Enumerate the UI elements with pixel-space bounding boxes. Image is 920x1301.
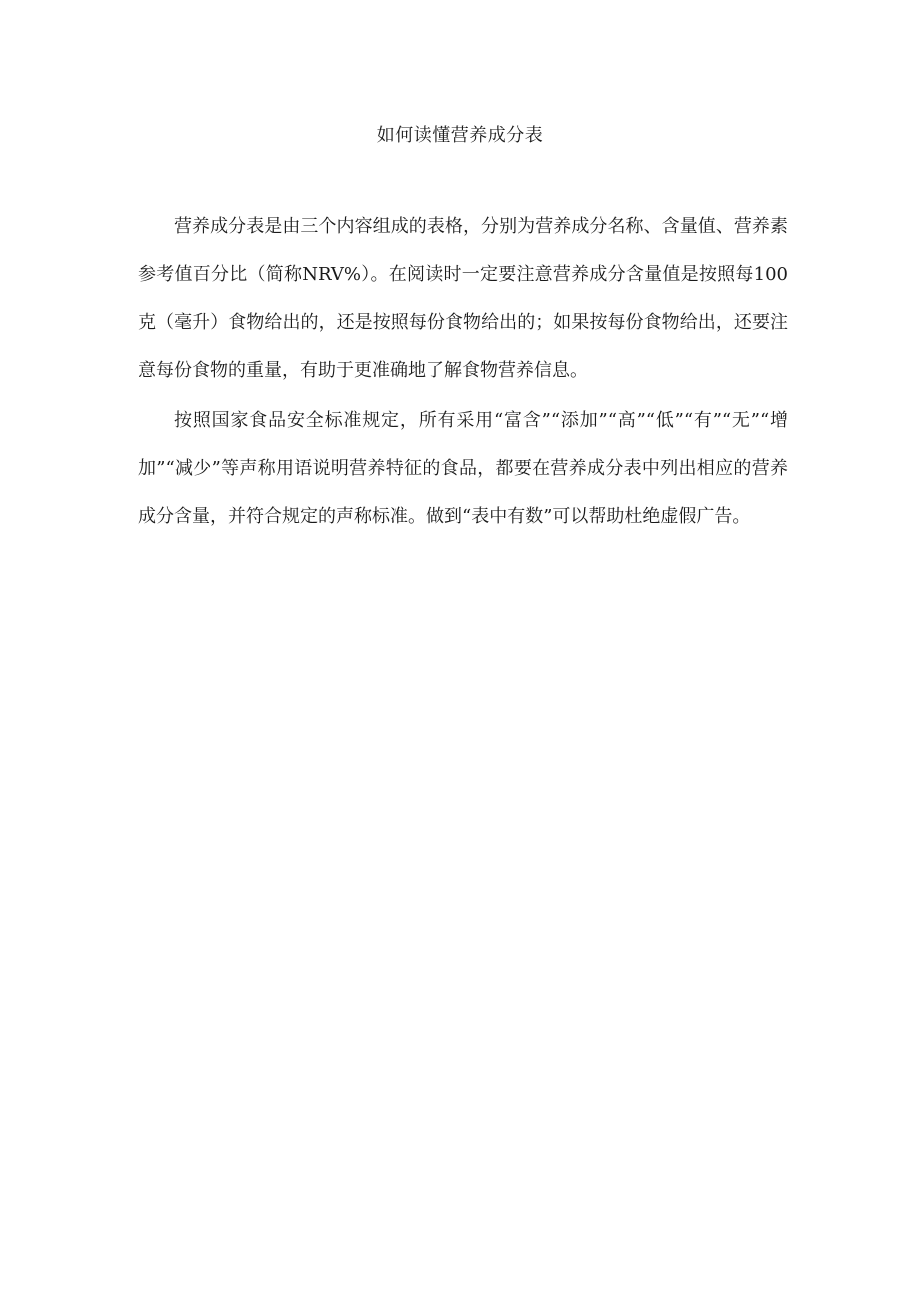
document-title: 如何读懂营养成分表 bbox=[376, 125, 544, 146]
paragraph-nutrition-table-intro: 营养成分表是由三个内容组成的表格，分别为营养成分名称、含量值、营养素参考值百分比（简称NRV%）。在阅读时一定要注意营养成分含量值是按照每100克（毫升）食物给出的，还是按照每份食物给出的；如果按每份食物给出，还要注意每份食物的重量，有助于更准确地了解食物营养信息。 bbox=[138, 216, 788, 381]
paragraph-labeling-standard: 按照国家食品安全标准规定，所有采用“富含”“添加”“高”“低”“有”“无”“增加”“减少”等声称用语说明营养特征的食品，都要在营养成分表中列出相应的营养成分含量，并符合规定的声称标准。做到“表中有数”可以帮助杜绝虚假广告。 bbox=[138, 410, 788, 527]
